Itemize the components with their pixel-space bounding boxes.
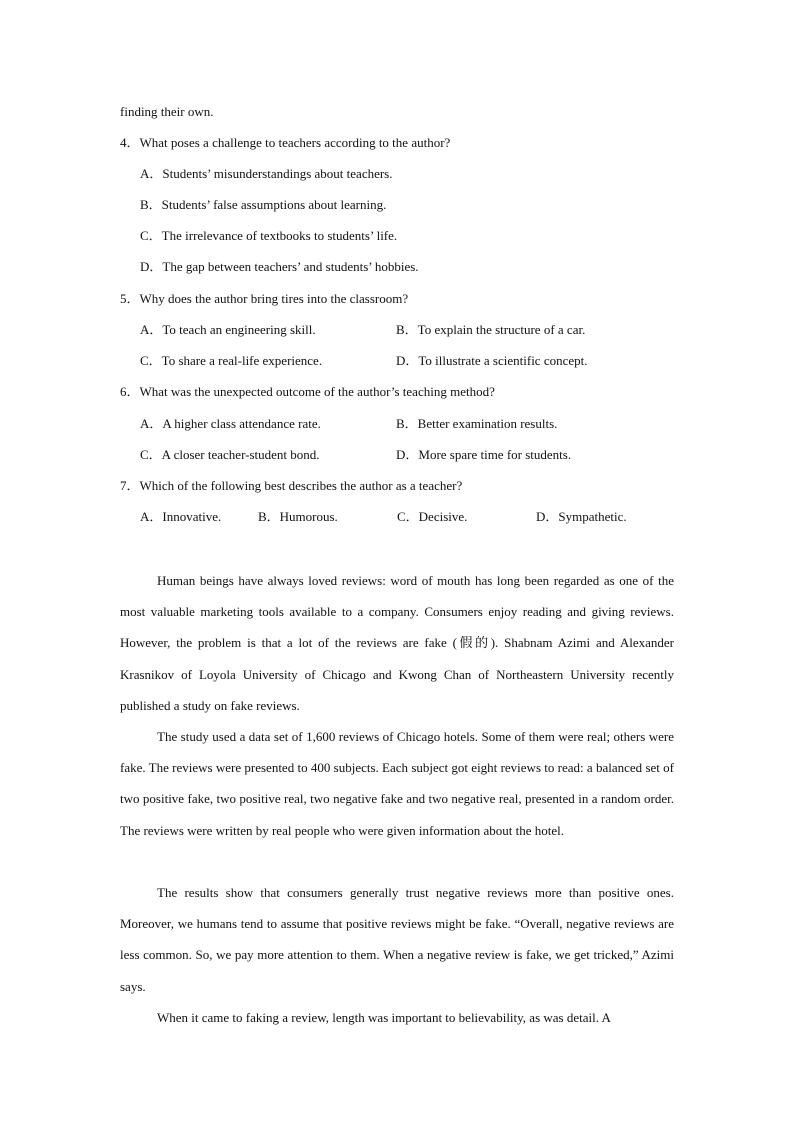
option-d: D．More spare time for students. [396,447,572,462]
option-c: C．A closer teacher-student bond. [140,447,320,462]
option-b: B．To explain the structure of a car. [396,322,586,337]
question-text: What was the unexpected outcome of the author’s teaching method? [139,384,495,399]
passage-paragraph: The results show that consumers generally trust negative reviews more than positive ones. Moreover, we humans tend to assume that positive reviews might be fake. “Overall, negative reviews are less common. So, we pay more attention to them. When a negative review is fake, we get tricked,” Azimi says. [120,885,674,994]
option-b: B．Students’ false assumptions about learning. [140,197,387,212]
option-d: D．The gap between teachers’ and students’ hobbies. [140,259,419,274]
option-a: A．Innovative. [140,509,222,524]
option-b: B．Better examination results. [396,416,558,431]
option-d: D．To illustrate a scientific concept. [396,353,588,368]
passage-paragraph: When it came to faking a review, length was important to believability, as was detail. A [157,1010,611,1025]
question-number: 5． [120,291,140,306]
question-text: Which of the following best describes the author as a teacher? [139,478,463,493]
question-text: Why does the author bring tires into the classroom? [139,291,409,306]
option-c: C．The irrelevance of textbooks to students’ life. [140,228,398,243]
question-number: 4． [120,135,140,150]
question-number: 6． [120,384,140,399]
carryover-line: finding their own. [120,104,214,119]
question-stem [120,135,450,151]
option-c: C．Decisive. [397,509,468,524]
passage-paragraph: Human beings have always loved reviews: word of mouth has long been regarded as one of the most valuable marketing tools available to a company. Consumers enjoy reading and giving reviews. However, the problem is that a lot of the reviews are fake (假的). Shabnam Azimi and Alexander Krasnikov of Loyola University of Chicago and Kwong Chan of Northeastern University recently published a study on fake reviews. [120,573,674,713]
option-d: D．Sympathetic. [536,509,627,524]
question-stem [120,291,408,307]
option-a: A．Students’ misunderstandings about teachers. [140,166,393,181]
option-b: B．Humorous. [258,509,338,524]
question-stem [120,384,495,400]
question-number: 7． [120,478,140,493]
question-stem [120,478,462,494]
option-a: A．A higher class attendance rate. [140,416,321,431]
passage-paragraph: The study used a data set of 1,600 reviews of Chicago hotels. Some of them were real; others were fake. The reviews were presented to 400 subjects. Each subject got eight reviews to read: a balanced set of two positive fake, two positive real, two negative fake and two negative real, presented in a random order. The reviews were written by real people who were given information about the hotel. [120,729,674,838]
option-a: A．To teach an engineering skill. [140,322,316,337]
question-text: What poses a challenge to teachers according to the author? [139,135,451,150]
option-c: C．To share a real-life experience. [140,353,323,368]
